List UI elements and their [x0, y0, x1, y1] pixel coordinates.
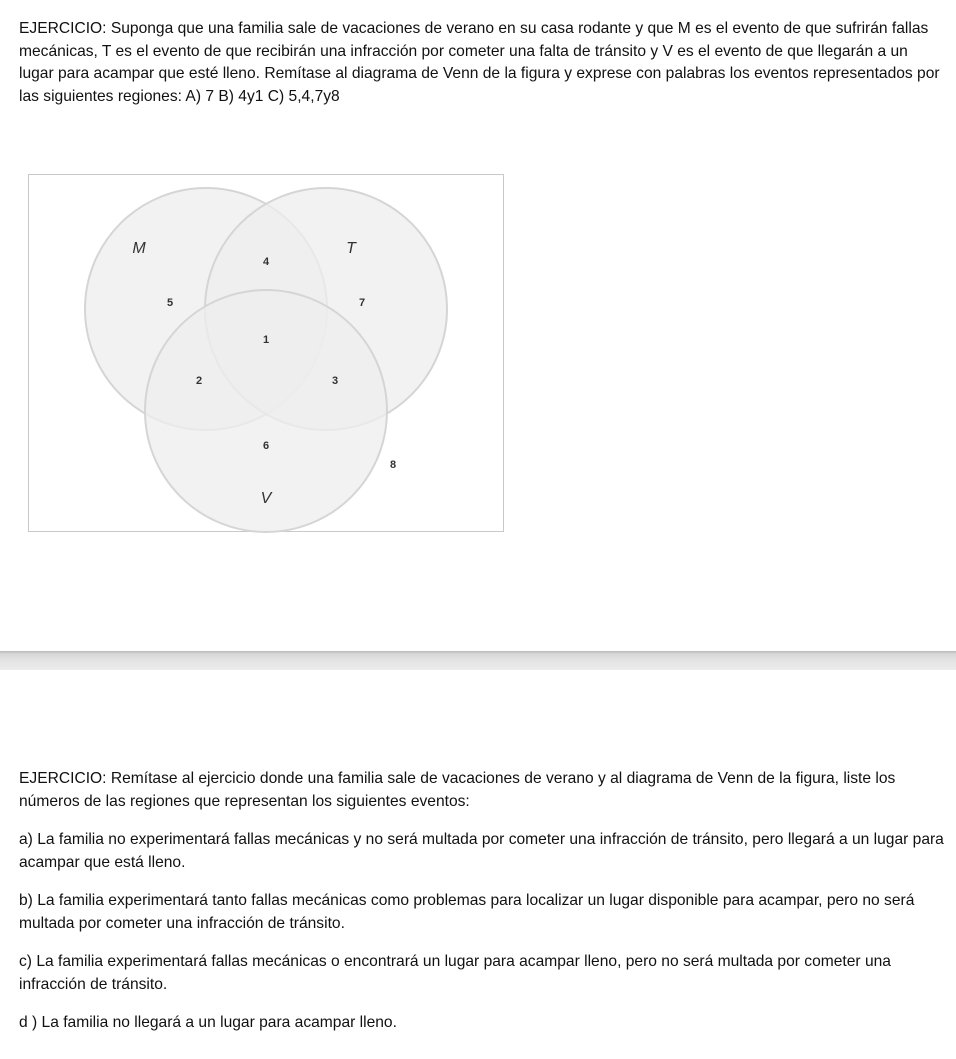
region-label-5: 5 [166, 297, 174, 309]
region-label-3: 3 [331, 375, 339, 387]
region-label-4: 4 [262, 256, 270, 268]
page-break-divider [0, 651, 956, 670]
document-page-bottom [0, 670, 956, 1059]
exercise-2-item-d: d ) La familia no llegará a un lugar para acampar lleno. [19, 1014, 397, 1031]
exercise-2-item-c: c) La familia experimentará fallas mecánicas o encontrará un lugar para acampar lleno, pero no será multada por cometer una infracción de tránsito. [19, 953, 891, 993]
exercise-1-statement: EJERCICIO: Suponga que una familia sale de vacaciones de verano en su casa rodante y que M es el evento de que sufrirán fallas mecánicas, T es el evento de que recibirán una infracción por cometer una falta de tránsito y V es el evento de que llegarán a un lugar para acampar que esté lleno. Remítase al diagrama de Venn de la figura y exprese con palabras los eventos representados por las siguientes regiones: A) 7 B) 4y1 C) 5,4,7y8 [19, 20, 940, 105]
region-label-8: 8 [389, 459, 397, 471]
region-label-1: 1 [262, 334, 270, 346]
venn-diagram [29, 175, 505, 533]
region-label-7: 7 [358, 297, 366, 309]
exercise-2-statement: EJERCICIO: Remítase al ejercicio donde una familia sale de vacaciones de verano y al diagrama de Venn de la figura, liste los números de las regiones que representan los siguientes eventos: [19, 770, 896, 810]
set-label-m: M [132, 240, 146, 257]
set-label-v: V [260, 490, 272, 507]
region-label-2: 2 [195, 375, 203, 387]
exercise-2-item-a: a) La familia no experimentará fallas mecánicas y no será multada por cometer una infracción de tránsito, pero llegará a un lugar para acampar que está lleno. [19, 831, 944, 871]
exercise-2-item-b: b) La familia experimentará tanto fallas mecánicas como problemas para localizar un lugar disponible para acampar, pero no será multada por cometer una infracción de tránsito. [19, 892, 915, 932]
venn-diagram-figure [28, 174, 504, 532]
set-label-t: T [346, 240, 356, 257]
region-label-6: 6 [262, 440, 270, 452]
